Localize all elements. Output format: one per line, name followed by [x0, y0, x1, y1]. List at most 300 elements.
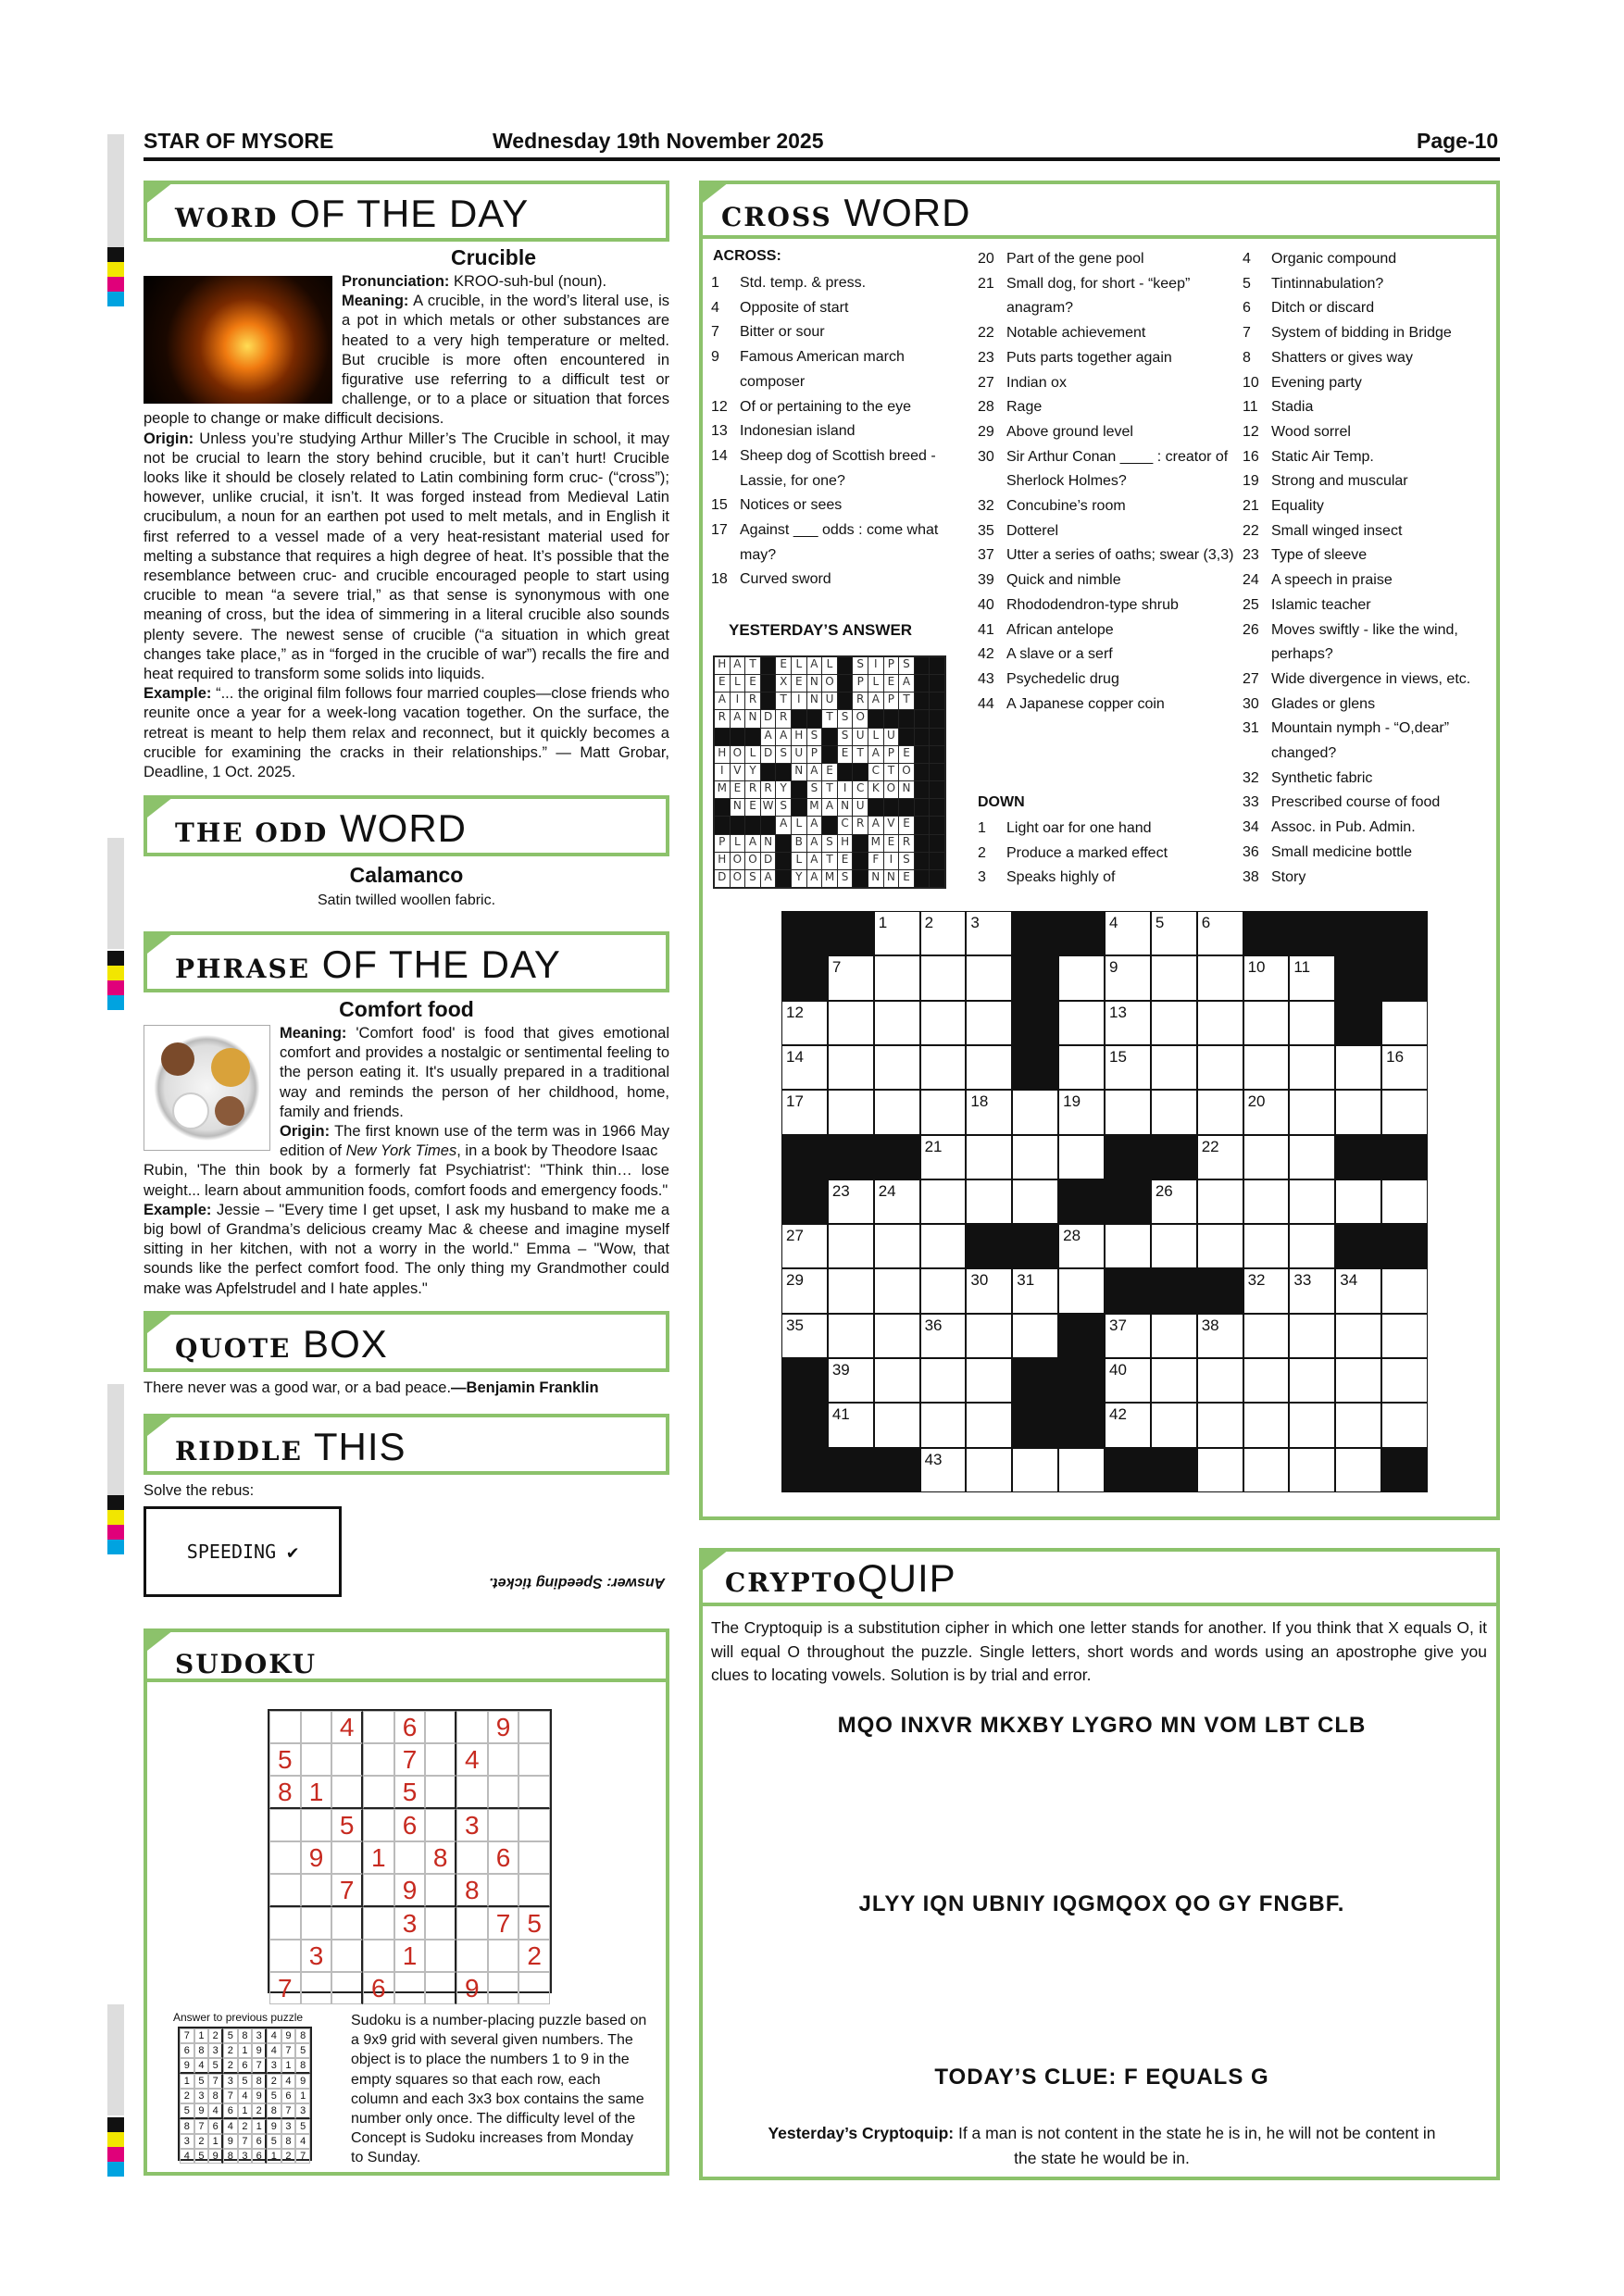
- crossword-cell[interactable]: [1152, 1046, 1196, 1089]
- crossword-cell[interactable]: [967, 1449, 1011, 1491]
- sudoku-cell[interactable]: [488, 1972, 519, 2004]
- crossword-cell[interactable]: [1382, 1180, 1427, 1223]
- crossword-cell[interactable]: [1106, 1359, 1150, 1402]
- crossword-cell[interactable]: [1106, 1091, 1150, 1133]
- clue: [978, 395, 1237, 420]
- crossword-cell[interactable]: [1382, 1315, 1427, 1357]
- answer-cell: [930, 764, 944, 780]
- crossword-cell[interactable]: [1336, 1046, 1380, 1089]
- clue-number: 1: [711, 275, 719, 291]
- crossword-cell[interactable]: [1336, 1359, 1380, 1402]
- crossword-cell[interactable]: [1382, 1359, 1427, 1402]
- sudoku-cell[interactable]: [363, 1776, 394, 1809]
- sudoku-cell[interactable]: [331, 1743, 363, 1776]
- sudoku-cell[interactable]: 1: [394, 1940, 426, 1972]
- crossword-cell[interactable]: [875, 1091, 919, 1133]
- sudoku-cell[interactable]: [331, 1940, 363, 1972]
- crossword-cell[interactable]: [1198, 956, 1243, 999]
- sudoku-cell[interactable]: [425, 1809, 456, 1841]
- crossword-cell[interactable]: [1382, 1091, 1427, 1133]
- sudoku-cell[interactable]: [331, 1841, 363, 1874]
- crossword-cell[interactable]: [967, 1180, 1011, 1223]
- sudoku-cell[interactable]: [269, 1809, 301, 1841]
- clue: [1243, 371, 1493, 396]
- crossword-cell[interactable]: [1336, 1315, 1380, 1357]
- word-of-day-banner: [144, 181, 669, 242]
- crossword-cell[interactable]: [967, 912, 1011, 955]
- crossword-cell[interactable]: [1013, 1269, 1057, 1312]
- crossword-cell[interactable]: [1244, 1136, 1289, 1179]
- sudoku-cell[interactable]: [518, 1972, 550, 2004]
- crossword-cell[interactable]: [875, 1046, 919, 1089]
- crossword-cell[interactable]: [1059, 1136, 1104, 1179]
- crossword-cell[interactable]: [1382, 1046, 1427, 1089]
- crossword-cell[interactable]: [1013, 1091, 1057, 1133]
- crossword-cell[interactable]: [782, 1002, 827, 1044]
- sudoku-cell[interactable]: [456, 1841, 488, 1874]
- prev-sudoku-cell: 8: [223, 2149, 238, 2164]
- sudoku-cell[interactable]: [331, 1972, 363, 2004]
- crossword-cell[interactable]: [1244, 1359, 1289, 1402]
- sudoku-cell[interactable]: [425, 1776, 456, 1809]
- crossword-cell[interactable]: [1013, 1180, 1057, 1223]
- sudoku-cell[interactable]: 7: [488, 1907, 519, 1940]
- crossword-cell[interactable]: [1152, 1002, 1196, 1044]
- crossword-cell[interactable]: [875, 1269, 919, 1312]
- answer-cell: [868, 710, 883, 727]
- crossword-cell[interactable]: [1290, 1046, 1334, 1089]
- answer-cell: O: [853, 710, 868, 727]
- sudoku-description: Sudoku is a number-placing puzzle based on a 9x9 grid with several given numbers. The object is to place the numbers 1 to 9 in the empty squares so that each row, each column and each 3x3 box contains the same number only once. The difficulty level of the Concept is Sudoku increases from Monday to Sunday.: [351, 2013, 647, 2166]
- crossword-cell[interactable]: [1059, 1449, 1104, 1491]
- sudoku-cell[interactable]: [394, 1972, 426, 2004]
- prev-sudoku-cell: 6: [238, 2058, 253, 2074]
- crossword-cell[interactable]: [1336, 1091, 1380, 1133]
- sudoku-cell[interactable]: 3: [394, 1907, 426, 1940]
- sudoku-cell[interactable]: 5: [331, 1809, 363, 1841]
- clue-number: 21: [978, 275, 994, 292]
- crossword-cell[interactable]: [829, 1269, 873, 1312]
- crossword-cell[interactable]: [921, 956, 966, 999]
- crossword-cell[interactable]: [1336, 1269, 1380, 1312]
- crossword-cell[interactable]: [967, 1046, 1011, 1089]
- answer-cell: S: [807, 781, 822, 798]
- crossword-cell[interactable]: [1013, 1136, 1057, 1179]
- crossword-cell[interactable]: [782, 1225, 827, 1267]
- crossword-cell[interactable]: [1106, 956, 1150, 999]
- answer-cell: [930, 746, 944, 763]
- crossword-cell[interactable]: [921, 1002, 966, 1044]
- sudoku-cell[interactable]: 9: [456, 1972, 488, 2004]
- sudoku-cell[interactable]: 8: [269, 1776, 301, 1809]
- word-heading: Crucible: [450, 245, 537, 269]
- sudoku-cell[interactable]: [488, 1776, 519, 1809]
- crossword-cell[interactable]: [875, 1404, 919, 1446]
- crossword-cell[interactable]: [1198, 1449, 1243, 1491]
- crossword-cell[interactable]: [1336, 1449, 1380, 1491]
- cell-number: 19: [1063, 1092, 1081, 1111]
- crossword-cell[interactable]: [967, 1404, 1011, 1446]
- crossword-cell[interactable]: [921, 1136, 966, 1179]
- crossword-cell[interactable]: [967, 1269, 1011, 1312]
- sudoku-cell[interactable]: 6: [363, 1972, 394, 2004]
- crossword-cell[interactable]: [921, 1225, 966, 1267]
- crossword-cell[interactable]: [1244, 956, 1289, 999]
- crossword-cell[interactable]: [829, 1315, 873, 1357]
- crossword-cell[interactable]: [1244, 1315, 1289, 1357]
- clue-text: Dotterel: [1006, 522, 1059, 539]
- crossword-cell[interactable]: [1059, 1225, 1104, 1267]
- clue: [978, 494, 1237, 519]
- crossword-cell[interactable]: [1198, 1180, 1243, 1223]
- sudoku-cell[interactable]: [363, 1809, 394, 1841]
- clue-text: Shatters or gives way: [1271, 349, 1413, 366]
- crossword-cell[interactable]: [1198, 1136, 1243, 1179]
- sudoku-cell[interactable]: 3: [456, 1809, 488, 1841]
- sudoku-cell[interactable]: [488, 1940, 519, 1972]
- crossword-cell[interactable]: [1013, 1449, 1057, 1491]
- sudoku-cell[interactable]: 9: [394, 1874, 426, 1907]
- sudoku-cell[interactable]: [269, 1841, 301, 1874]
- sudoku-cell[interactable]: 4: [331, 1711, 363, 1743]
- crossword-cell[interactable]: [1290, 1136, 1334, 1179]
- crossword-cell[interactable]: [967, 1315, 1011, 1357]
- crossword-cell[interactable]: [967, 1091, 1011, 1133]
- reg-yellow: [107, 262, 124, 277]
- prev-sudoku-cell: 4: [194, 2058, 209, 2074]
- crossword-cell[interactable]: [829, 1091, 873, 1133]
- crossword-cell[interactable]: [1290, 1449, 1334, 1491]
- prev-sudoku-cell: 5: [295, 2119, 310, 2134]
- crossword-cell[interactable]: [1059, 1002, 1104, 1044]
- crossword-cell[interactable]: [782, 1046, 827, 1089]
- crossword-cell[interactable]: [967, 956, 1011, 999]
- crossword-cell[interactable]: [829, 1180, 873, 1223]
- sudoku-cell[interactable]: [301, 1874, 332, 1907]
- crossword-cell[interactable]: [1290, 956, 1334, 999]
- answer-cell: O: [899, 764, 914, 780]
- clue-number: 44: [978, 695, 994, 712]
- crossword-grid[interactable]: [781, 911, 1428, 1492]
- crossword-cell[interactable]: [1290, 1180, 1334, 1223]
- crossword-cell[interactable]: [1244, 1269, 1289, 1312]
- sudoku-cell[interactable]: [456, 1907, 488, 1940]
- sudoku-cell[interactable]: 5: [394, 1776, 426, 1809]
- section-title: CRYPTOQUIP: [725, 1556, 956, 1600]
- answer-cell: S: [899, 657, 914, 674]
- crossword-cell[interactable]: [921, 1269, 966, 1312]
- crossword-cell[interactable]: [1244, 1046, 1289, 1089]
- crossword-cell[interactable]: [1152, 956, 1196, 999]
- sudoku-cell[interactable]: [331, 1907, 363, 1940]
- sudoku-cell[interactable]: [301, 1743, 332, 1776]
- crossword-cell[interactable]: [1106, 1046, 1150, 1089]
- crossword-cell[interactable]: [1244, 1225, 1289, 1267]
- sudoku-cell[interactable]: [363, 1711, 394, 1743]
- crossword-cell[interactable]: [1290, 1225, 1334, 1267]
- prev-sudoku-cell: 5: [223, 2028, 238, 2043]
- crossword-cell[interactable]: [1106, 1315, 1150, 1357]
- answer-cell: [930, 781, 944, 798]
- crossword-cell[interactable]: [1198, 1002, 1243, 1044]
- crossword-cell[interactable]: [782, 1091, 827, 1133]
- crossword-cell[interactable]: [921, 1449, 966, 1491]
- crossword-cell[interactable]: [921, 1180, 966, 1223]
- reg-cyan: [107, 292, 124, 306]
- crossword-cell[interactable]: [1152, 1180, 1196, 1223]
- sudoku-cell[interactable]: 8: [425, 1841, 456, 1874]
- crossword-cell[interactable]: [1290, 1269, 1334, 1312]
- crossword-cell[interactable]: [1059, 1091, 1104, 1133]
- crossword-cell[interactable]: [1198, 1404, 1243, 1446]
- answer-cell: [761, 657, 776, 674]
- crossword-cell[interactable]: [1290, 1359, 1334, 1402]
- crossword-cell[interactable]: [829, 1225, 873, 1267]
- prev-sudoku-cell: 3: [208, 2043, 223, 2058]
- crossword-cell[interactable]: [1106, 1225, 1150, 1267]
- answer-cell: D: [761, 746, 776, 763]
- crossword-cell[interactable]: [1198, 1225, 1243, 1267]
- cell-number: 12: [786, 1003, 804, 1021]
- crossword-cell[interactable]: [1106, 1404, 1150, 1446]
- sudoku-cell[interactable]: [425, 1972, 456, 2004]
- prev-sudoku-cell: 8: [252, 2074, 267, 2089]
- sudoku-cell[interactable]: 2: [518, 1940, 550, 1972]
- sudoku-cell[interactable]: [488, 1874, 519, 1907]
- answer-cell: S: [822, 835, 837, 852]
- section-title: CROSS WORD: [721, 191, 971, 234]
- sudoku-cell[interactable]: [363, 1940, 394, 1972]
- crossword-cell[interactable]: [1106, 912, 1150, 955]
- answer-cell: [838, 764, 853, 780]
- crossword-cell[interactable]: [1244, 1180, 1289, 1223]
- crossword-cell[interactable]: [1244, 1002, 1289, 1044]
- prev-sudoku-cell: 4: [295, 2134, 310, 2149]
- sudoku-cell[interactable]: [488, 1743, 519, 1776]
- sudoku-cell[interactable]: [456, 1711, 488, 1743]
- clue-text: Organic compound: [1271, 251, 1397, 267]
- across-label: ACROSS:: [713, 248, 781, 264]
- crossword-cell[interactable]: [1290, 1091, 1334, 1133]
- section-title: PHRASE OF THE DAY: [175, 942, 561, 986]
- cell-number: 31: [1017, 1271, 1035, 1290]
- sudoku-cell[interactable]: [331, 1776, 363, 1809]
- crossword-cell[interactable]: [921, 1359, 966, 1402]
- answer-cell: T: [822, 853, 837, 869]
- crossword-cell[interactable]: [875, 956, 919, 999]
- clue: [978, 272, 1237, 321]
- answer-cell: [884, 799, 899, 816]
- sudoku-cell[interactable]: [269, 1711, 301, 1743]
- sudoku-cell[interactable]: [269, 1907, 301, 1940]
- crossword-cell[interactable]: [1152, 1091, 1196, 1133]
- sudoku-cell[interactable]: [425, 1940, 456, 1972]
- crossword-cell[interactable]: [1013, 1315, 1057, 1357]
- section-title: SUDOKU: [175, 1649, 318, 1679]
- answer-cell: B: [792, 835, 806, 852]
- clue-text: Indonesian island: [740, 423, 856, 440]
- crossword-cell[interactable]: [1290, 1315, 1334, 1357]
- previous-answer-label: Answer to previous puzzle: [173, 2011, 304, 2024]
- cell-number: 23: [831, 1181, 850, 1200]
- sudoku-cell[interactable]: [425, 1874, 456, 1907]
- crossword-cell[interactable]: [875, 1002, 919, 1044]
- clue-number: 1: [978, 820, 986, 836]
- clue: [1243, 816, 1493, 841]
- crossword-cell[interactable]: [921, 1091, 966, 1133]
- sudoku-cell[interactable]: [518, 1809, 550, 1841]
- crossword-cell[interactable]: [829, 1002, 873, 1044]
- sudoku-cell[interactable]: [425, 1711, 456, 1743]
- sudoku-cell[interactable]: [301, 1907, 332, 1940]
- answer-cell: P: [715, 835, 730, 852]
- sudoku-cell[interactable]: [269, 1874, 301, 1907]
- sudoku-cell[interactable]: 7: [331, 1874, 363, 1907]
- prev-sudoku-cell: 7: [281, 2103, 296, 2119]
- answer-cell: S: [899, 853, 914, 869]
- sudoku-cell[interactable]: [456, 1776, 488, 1809]
- crossword-cell[interactable]: [1152, 1404, 1196, 1446]
- crossword-cell[interactable]: [1198, 912, 1243, 955]
- crossword-cell[interactable]: [1059, 1269, 1104, 1312]
- sudoku-cell[interactable]: 6: [488, 1841, 519, 1874]
- clue-text: Prescribed course of food: [1271, 794, 1441, 811]
- crossword-cell[interactable]: [1198, 1046, 1243, 1089]
- crossword-cell[interactable]: [1059, 956, 1104, 999]
- prev-sudoku-cell: 5: [194, 2074, 209, 2089]
- crossword-cell[interactable]: [921, 1404, 966, 1446]
- crossword-cell[interactable]: [967, 1136, 1011, 1179]
- sudoku-cell[interactable]: [363, 1907, 394, 1940]
- prev-sudoku-cell: 1: [252, 2119, 267, 2134]
- sudoku-cell[interactable]: [425, 1907, 456, 1940]
- crossword-cell[interactable]: [1244, 1091, 1289, 1133]
- sudoku-cell[interactable]: [301, 1809, 332, 1841]
- crossword-cell[interactable]: [1336, 1180, 1380, 1223]
- sudoku-cell[interactable]: 6: [394, 1711, 426, 1743]
- sudoku-cell[interactable]: 8: [456, 1874, 488, 1907]
- crossword-cell[interactable]: [1290, 1404, 1334, 1446]
- answer-cell: [915, 657, 930, 674]
- sudoku-cell[interactable]: 3: [301, 1940, 332, 1972]
- crossword-cell[interactable]: [921, 1046, 966, 1089]
- crossword-cell[interactable]: [1106, 1002, 1150, 1044]
- crossword-cell[interactable]: [875, 1180, 919, 1223]
- sudoku-cell[interactable]: [301, 1972, 332, 2004]
- sudoku-cell[interactable]: 4: [456, 1743, 488, 1776]
- crossword-cell[interactable]: [1198, 1315, 1243, 1357]
- riddle-answer: Answer: Speeding ticket.: [489, 1575, 666, 1591]
- crossword-cell[interactable]: [782, 1269, 827, 1312]
- sudoku-cell[interactable]: [518, 1841, 550, 1874]
- crossword-cell[interactable]: [829, 956, 873, 999]
- crossword-cell[interactable]: [1244, 1404, 1289, 1446]
- answer-cell: A: [868, 817, 883, 833]
- crossword-cell[interactable]: [875, 912, 919, 955]
- answer-cell: [915, 764, 930, 780]
- crossword-cell[interactable]: [967, 1359, 1011, 1402]
- reg-black: [107, 2117, 124, 2132]
- prev-sudoku-cell: 2: [180, 2089, 194, 2103]
- clue-number: 20: [978, 251, 994, 267]
- crossword-cell[interactable]: [829, 1046, 873, 1089]
- sudoku-cell[interactable]: [301, 1711, 332, 1743]
- header-rule: [144, 157, 1500, 161]
- answer-cell: [822, 817, 837, 833]
- sudoku-cell[interactable]: [269, 1940, 301, 1972]
- clue: [711, 296, 966, 321]
- cell-number: 11: [1293, 958, 1311, 977]
- sudoku-cell[interactable]: 9: [301, 1841, 332, 1874]
- sudoku-cell[interactable]: 7: [269, 1972, 301, 2004]
- crossword-cell[interactable]: [1152, 1359, 1196, 1402]
- sudoku-cell[interactable]: 6: [394, 1809, 426, 1841]
- sudoku-cell[interactable]: [425, 1743, 456, 1776]
- sudoku-cell[interactable]: [394, 1841, 426, 1874]
- reg-magenta: [107, 277, 124, 292]
- crossword-cell[interactable]: [921, 1315, 966, 1357]
- crossword-cell[interactable]: [1336, 1404, 1380, 1446]
- crossword-cell[interactable]: [1198, 1359, 1243, 1402]
- crossword-cell[interactable]: [829, 1404, 873, 1446]
- crossword-cell[interactable]: [1290, 1002, 1334, 1044]
- sudoku-cell[interactable]: 7: [394, 1743, 426, 1776]
- crossword-cell[interactable]: [967, 1002, 1011, 1044]
- crossword-cell[interactable]: [1059, 1046, 1104, 1089]
- crossword-cell[interactable]: [1382, 1404, 1427, 1446]
- sudoku-cell[interactable]: [456, 1940, 488, 1972]
- sudoku-cell[interactable]: 1: [301, 1776, 332, 1809]
- answer-cell: A: [761, 729, 776, 745]
- sudoku-cell[interactable]: [363, 1874, 394, 1907]
- sudoku-cell[interactable]: [518, 1874, 550, 1907]
- clue-text: Against ___ odds : come what may?: [740, 522, 939, 563]
- crossword-cell[interactable]: [782, 1315, 827, 1357]
- crossword-cell[interactable]: [829, 1359, 873, 1402]
- crossword-cell[interactable]: [1152, 1225, 1196, 1267]
- answer-cell: L: [792, 853, 806, 869]
- answer-cell: [930, 853, 944, 869]
- sudoku-cell[interactable]: [488, 1809, 519, 1841]
- answer-cell: U: [853, 799, 868, 816]
- sudoku-cell[interactable]: [518, 1743, 550, 1776]
- crossword-cell[interactable]: [875, 1359, 919, 1402]
- crossword-cell[interactable]: [1152, 912, 1196, 955]
- crossword-cell[interactable]: [1382, 1002, 1427, 1044]
- sudoku-cell[interactable]: [363, 1743, 394, 1776]
- crossword-cell[interactable]: [1152, 1315, 1196, 1357]
- sudoku-cell[interactable]: 5: [269, 1743, 301, 1776]
- crossword-cell[interactable]: [875, 1225, 919, 1267]
- clue: [978, 817, 1237, 842]
- answer-cell: [915, 817, 930, 833]
- answer-cell: [761, 693, 776, 709]
- crossword-cell[interactable]: [1198, 1091, 1243, 1133]
- sudoku-cell[interactable]: [518, 1776, 550, 1809]
- sudoku-cell[interactable]: 1: [363, 1841, 394, 1874]
- sudoku-cell[interactable]: 5: [518, 1907, 550, 1940]
- sudoku-cell[interactable]: 9: [488, 1711, 519, 1743]
- crossword-cell[interactable]: [921, 912, 966, 955]
- crossword-cell[interactable]: [875, 1315, 919, 1357]
- clue-number: 32: [978, 498, 994, 515]
- crossword-cell[interactable]: [1382, 1269, 1427, 1312]
- clue: [978, 519, 1237, 544]
- sudoku-grid[interactable]: [268, 1709, 552, 2003]
- crossword-cell[interactable]: [1244, 1449, 1289, 1491]
- sudoku-cell[interactable]: [518, 1711, 550, 1743]
- answer-cell: [899, 799, 914, 816]
